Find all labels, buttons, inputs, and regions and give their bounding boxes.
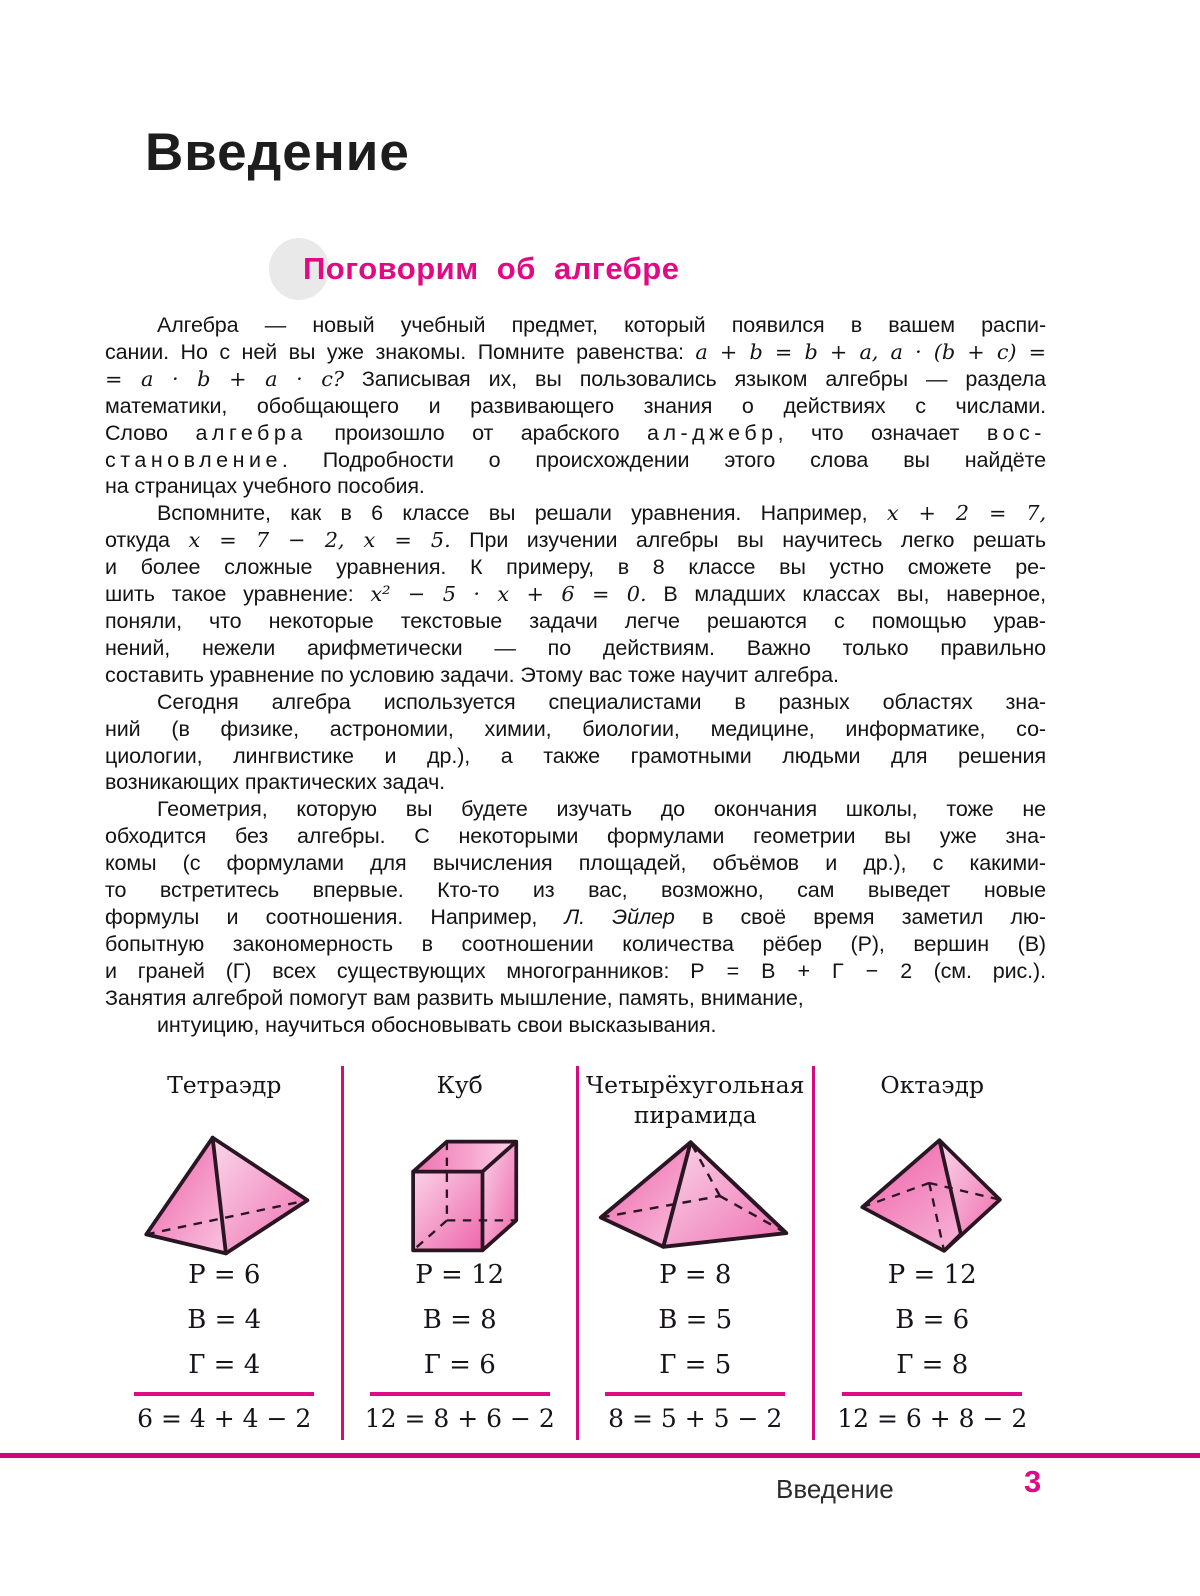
column-header: Тетраэдр — [167, 1071, 282, 1099]
text-run: x = 7 − 2, x = 5. — [188, 528, 451, 553]
text-run: алгебра — [195, 420, 307, 445]
euler-check: 6 = 4 + 4 − 2 — [137, 1404, 312, 1433]
footer-rule — [0, 1453, 1200, 1458]
text-run: интуицию, научиться обосновывать свои высказывания. — [157, 1012, 717, 1037]
paragraph — [105, 312, 1046, 500]
polyhedron-column — [815, 1066, 1051, 1440]
faces-value: Г = 8 — [896, 1349, 969, 1380]
text-line — [105, 823, 1046, 850]
text-run: Записывая их, вы пользовались языком алгебры — раздела — [343, 366, 1046, 391]
text-line — [105, 931, 1046, 958]
text-line — [105, 339, 1046, 366]
edges-value: Р = 12 — [415, 1259, 505, 1290]
octahedron-icon — [853, 1136, 1011, 1256]
sum-rule — [134, 1392, 314, 1396]
text-run: обходится без алгебры. С некоторыми формулами геометрии вы уже зна- — [105, 824, 1046, 849]
text-run: формулы и соотношения. Например, — [105, 904, 565, 929]
figure-cell — [344, 1140, 577, 1252]
text-line — [105, 366, 1046, 393]
text-run: ний (в физике, астрономии, химии, биологии, медицине, информатике, со- — [105, 716, 1046, 741]
tetrahedron-icon — [129, 1132, 319, 1260]
text-line — [105, 1012, 1046, 1039]
paragraph — [105, 1012, 1046, 1039]
text-run: Алгебра — новый учебный предмет, который появился в вашем распи- — [157, 313, 1046, 337]
footer-section-label: Введение — [776, 1474, 894, 1504]
text-line — [105, 420, 1046, 447]
text-run: и граней (Г) всех существующих многогранников: — [105, 958, 691, 983]
figure-cell — [108, 1140, 341, 1252]
text-run: бопытную закономерность в соотношении количества рёбер (Р), вершин (В) — [105, 931, 1046, 956]
sum-rule — [370, 1392, 550, 1396]
text-line — [105, 958, 1046, 985]
edges-value: Р = 8 — [659, 1259, 732, 1290]
paragraph — [105, 689, 1046, 797]
polyhedron-column — [108, 1066, 344, 1440]
text-run: (см. рис.). — [912, 958, 1046, 983]
text-run: комы (с формулами для вычисления площадей, объёмов и др.), с какими- — [105, 851, 1046, 876]
text-line — [105, 743, 1046, 770]
text-run: становление — [105, 447, 282, 472]
quadrangular-pyramid-icon — [593, 1137, 798, 1255]
paragraph — [105, 796, 1046, 1011]
text-run: на страницах учебного пособия. — [105, 474, 425, 499]
text-run: вос- — [986, 420, 1046, 445]
text-line — [105, 635, 1046, 662]
text-run: Р = В + Г − 2 — [690, 958, 913, 983]
text-run: Геометрия, которую вы будете изучать до окончания школы, тоже не — [157, 797, 1046, 822]
text-run: x + 2 = 7, — [886, 501, 1046, 526]
text-run: откуда — [105, 528, 189, 553]
text-run: поняли, что некоторые текстовые задачи легче решаются с помощью урав- — [105, 608, 1046, 633]
text-run: = a · b + a · c? — [105, 366, 344, 391]
text-run: циологии, лингвистике и др.), а также грамотными людьми для решения — [105, 743, 1046, 768]
sum-rule — [842, 1392, 1022, 1396]
text-run: , что означает — [777, 420, 987, 445]
column-header: Октаэдр — [880, 1071, 985, 1099]
figure-cell — [815, 1140, 1051, 1252]
text-run: Л. Эйлер — [564, 904, 675, 929]
text-run: . Подробности о происхождении этого слова вы найдёте — [281, 447, 1046, 472]
text-line — [105, 877, 1046, 904]
text-line — [105, 662, 1046, 689]
column-header: Четырёхугольная пирамида — [586, 1071, 805, 1129]
faces-value: Г = 5 — [659, 1349, 732, 1380]
euler-check: 12 = 6 + 8 − 2 — [837, 1404, 1028, 1433]
text-line — [105, 312, 1046, 339]
text-run: математики, обобщающего и развивающего знания о действиях с числами. — [105, 393, 1046, 418]
page-number: 3 — [1024, 1464, 1042, 1499]
text-line — [105, 447, 1046, 474]
text-run: a + b = b + a, a · (b + c) = — [695, 339, 1047, 364]
text-run: Занятия алгеброй помогут вам развить мышление, память, внимание, — [105, 985, 804, 1010]
faces-value: Г = 4 — [188, 1349, 261, 1380]
euler-check: 8 = 5 + 5 − 2 — [608, 1404, 783, 1433]
text-line — [105, 393, 1046, 420]
text-line — [105, 500, 1046, 527]
page-title: Введение — [145, 123, 410, 182]
text-line — [105, 554, 1046, 581]
figure-cell — [579, 1140, 812, 1252]
section-heading — [269, 236, 679, 302]
text-run: ал-джебр — [647, 420, 778, 445]
faces-value: Г = 6 — [423, 1349, 496, 1380]
paragraph — [105, 500, 1046, 688]
text-run: возникающих практических задач. — [105, 770, 446, 795]
text-line — [105, 608, 1046, 635]
sum-rule — [605, 1392, 785, 1396]
text-run: сании. Но с ней вы уже знакомы. Помните равенства: — [105, 339, 696, 364]
text-run: x² − 5 · x + 6 = 0. — [370, 582, 647, 607]
polyhedron-column — [344, 1066, 580, 1440]
text-run: то встретитесь впервые. Кто-то из вас, возможно, сам выведет новые — [105, 878, 1046, 903]
text-run: При изучении алгебры вы научитесь легко решать — [450, 528, 1046, 553]
vertices-value: В = 8 — [422, 1304, 497, 1335]
vertices-value: В = 5 — [658, 1304, 733, 1335]
text-run: В младших классах вы, наверное, — [646, 582, 1046, 607]
text-line — [105, 527, 1046, 554]
text-run: составить уравнение по условию задачи. Этому вас тоже научит алгебра. — [105, 662, 839, 687]
polyhedra-table — [108, 1066, 1050, 1440]
text-run: и более сложные уравнения. К примеру, в 8 классе вы устно сможете ре- — [105, 555, 1046, 580]
polyhedron-column — [579, 1066, 815, 1440]
text-run: шить такое уравнение: — [105, 582, 371, 607]
text-line — [105, 473, 1046, 500]
edges-value: Р = 12 — [887, 1259, 977, 1290]
text-line — [105, 985, 1046, 1012]
text-run: произошло от арабского — [306, 420, 648, 445]
cube-icon — [385, 1132, 535, 1260]
text-line — [105, 716, 1046, 743]
text-line — [105, 850, 1046, 877]
text-run: Слово — [105, 420, 196, 445]
text-run: в своё время заметил лю- — [674, 904, 1046, 929]
vertices-value: В = 4 — [187, 1304, 262, 1335]
section-heading-text: Поговорим об алгебре — [303, 251, 680, 286]
euler-check: 12 = 8 + 6 − 2 — [364, 1404, 555, 1433]
text-run: Сегодня алгебра используется специалистами в разных областях зна- — [157, 689, 1046, 714]
text-run: Вспомните, как в 6 классе вы решали уравнения. Например, — [157, 501, 887, 526]
text-line — [105, 769, 1046, 796]
column-header: Куб — [436, 1071, 483, 1099]
text-line — [105, 904, 1046, 931]
text-run: нений, нежели арифметически — по действиям. Важно только правильно — [105, 635, 1046, 660]
text-line — [105, 581, 1046, 608]
text-line — [105, 796, 1046, 823]
text-line — [105, 689, 1046, 716]
vertices-value: В = 6 — [895, 1304, 970, 1335]
body-text — [105, 312, 1046, 1038]
edges-value: Р = 6 — [188, 1259, 261, 1290]
